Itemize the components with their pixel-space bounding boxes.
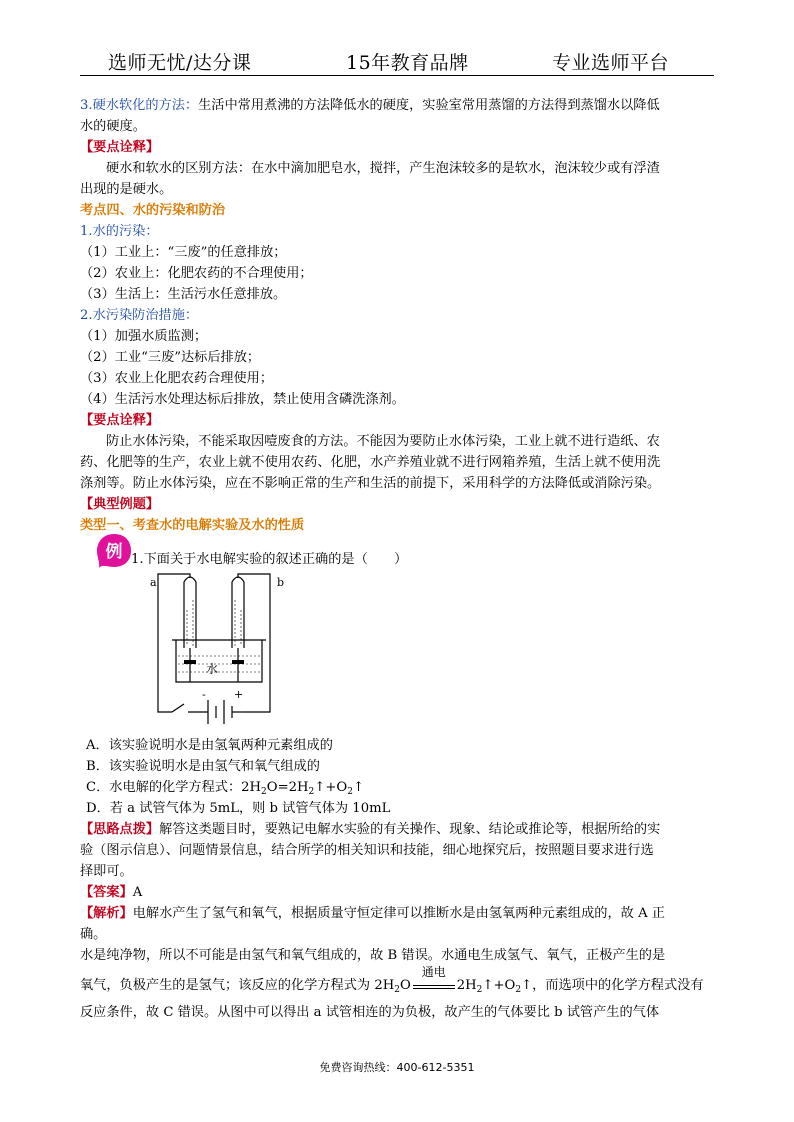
tube-b — [232, 577, 244, 648]
option-b: B．该实验说明水是由氢气和氧气组成的 — [86, 759, 320, 774]
measures-title: 2.水污染防治措施： — [80, 308, 199, 323]
left-wire — [158, 574, 190, 712]
note1-line1: 硬水和软水的区别方法：在水中滴加肥皂水，搅拌，产生泡沫较多的是软水，泡沫较少或有浮渣 — [106, 161, 660, 176]
option-a: A．该实验说明水是由氢氧两种元素组成的 — [86, 738, 333, 753]
tube-a — [184, 577, 196, 648]
example-badge — [95, 532, 133, 570]
section3-line1 — [80, 97, 660, 115]
analysis-line1: 【解析】电解水产生了氢气和氧气，根据质量守恒定律可以推断水是由氢氧两种元素组成的，故 A 正 — [80, 906, 665, 921]
note2-line3: 涤剂等。防止水体污染，应在不影响正常的生产和生活的前提下，采用科学的方法降低或消除污染。 — [80, 476, 661, 491]
label-minus: - — [202, 688, 206, 701]
option-d: D．若 a 试管气体为 5mL，则 b 试管气体为 10mL — [86, 801, 391, 816]
examples-title: 【典型例题】 — [80, 497, 160, 512]
analysis-line5: 反应条件，故 C 错误。从图中可以得出 a 试管相连的为负极，故产生的气体要比 b 试管产生的气体 — [80, 1005, 660, 1020]
analysis-line2: 确。 — [80, 927, 107, 942]
note2-line2: 药、化肥等的生产，农业上就不使用农药、化肥，水产养殖业就不进行网箱养殖，生活上就不使用洗 — [80, 455, 661, 470]
pollution-title: 1.水的污染： — [80, 224, 159, 239]
section3-line2: 水的硬度。 — [80, 119, 146, 134]
reaction-condition: 通电 — [413, 979, 455, 989]
note1-title: 【要点诠释】 — [80, 140, 160, 155]
label-b: b — [277, 576, 285, 589]
hint-line3: 择即可。 — [80, 864, 133, 879]
badge-label: 例 — [105, 542, 123, 562]
analysis-line4: 氧气，负极产生的是氢气；该反应的化学方程式为 $2H_2O$ 通电 $2H_2↑+O_2↑$，而选项中的化学方程式没有 — [80, 965, 704, 995]
hint-line1: 【思路点拨】解答这类题目时，要熟记电解水实验的有关操作、现象、结论或推论等，根据所给的实 — [80, 822, 661, 837]
note2-line1: 防止水体污染，不能采取因噎废食的方法。不能因为要防止水体污染，工业上就不进行造纸、农 — [106, 434, 660, 449]
electrode-b-plate — [232, 660, 244, 664]
analysis-label: 【解析】 — [80, 906, 133, 921]
footer-hotline: 免费咨询热线：400-612-5351 — [319, 1061, 475, 1074]
option-c: C．水电解的化学方程式：$2H_2O=2H_2↑+O_2↑$ — [86, 780, 364, 797]
label-plus: + — [234, 688, 244, 701]
analysis-line3: 水是纯净物，所以不可能是由氢气和氧气组成的，故 B 错误。水通电生成氢气、氧气，正极产生的是 — [80, 948, 666, 963]
header-left: 选师无忧/达分课 — [108, 52, 252, 74]
type1-title: 类型一、考查水的电解实验及水的性质 — [80, 518, 305, 533]
header-right: 专业选师平台 — [552, 52, 670, 74]
topic4-title: 考点四、水的污染和防治 — [80, 203, 226, 218]
switch — [172, 704, 184, 712]
label-a: a — [150, 576, 157, 589]
answer-value: A — [132, 885, 143, 900]
electrode-a-plate — [184, 660, 196, 664]
pollution-item: （2）农业上：化肥农药的不合理使用； — [80, 266, 313, 281]
section3-label: 3.硬水软化的方法： — [80, 98, 199, 113]
hint-line2: 验（图示信息）、问题情景信息，结合所学的相关知识和技能，细心地探究后，按照题目要求进行选 — [80, 843, 654, 858]
note2-title: 【要点诠释】 — [80, 413, 160, 428]
pollution-item: （1）工业上：“三废”的任意排放； — [80, 245, 287, 260]
answer-line — [80, 884, 142, 902]
measure-item: （3）农业上化肥农药合理使用； — [80, 371, 274, 386]
section3-text1: 生活中常用煮沸的方法降低水的硬度，实验室常用蒸馏的方法得到蒸馏水以降低 — [198, 98, 660, 113]
pollution-item: （3）生活上：生活污水任意排放。 — [80, 287, 287, 302]
measure-item: （4）生活污水处理达标后排放，禁止使用含磷洗涤剂。 — [80, 392, 405, 407]
page-header — [80, 48, 714, 74]
question-1: 1.下面关于水电解实验的叙述正确的是（ ） — [131, 552, 408, 567]
note1-line2: 出现的是硬水。 — [80, 182, 173, 197]
hint-label: 【思路点拨】 — [80, 822, 160, 837]
header-center: 15年教育品牌 — [346, 52, 469, 74]
label-water: 水 — [206, 662, 219, 676]
answer-label: 【答案】 — [80, 885, 133, 900]
measure-item: （1）加强水质监测； — [80, 329, 208, 344]
electrolysis-apparatus — [150, 570, 290, 728]
header-rule — [80, 75, 714, 76]
measure-item: （2）工业“三废”达标后排放； — [80, 350, 261, 365]
